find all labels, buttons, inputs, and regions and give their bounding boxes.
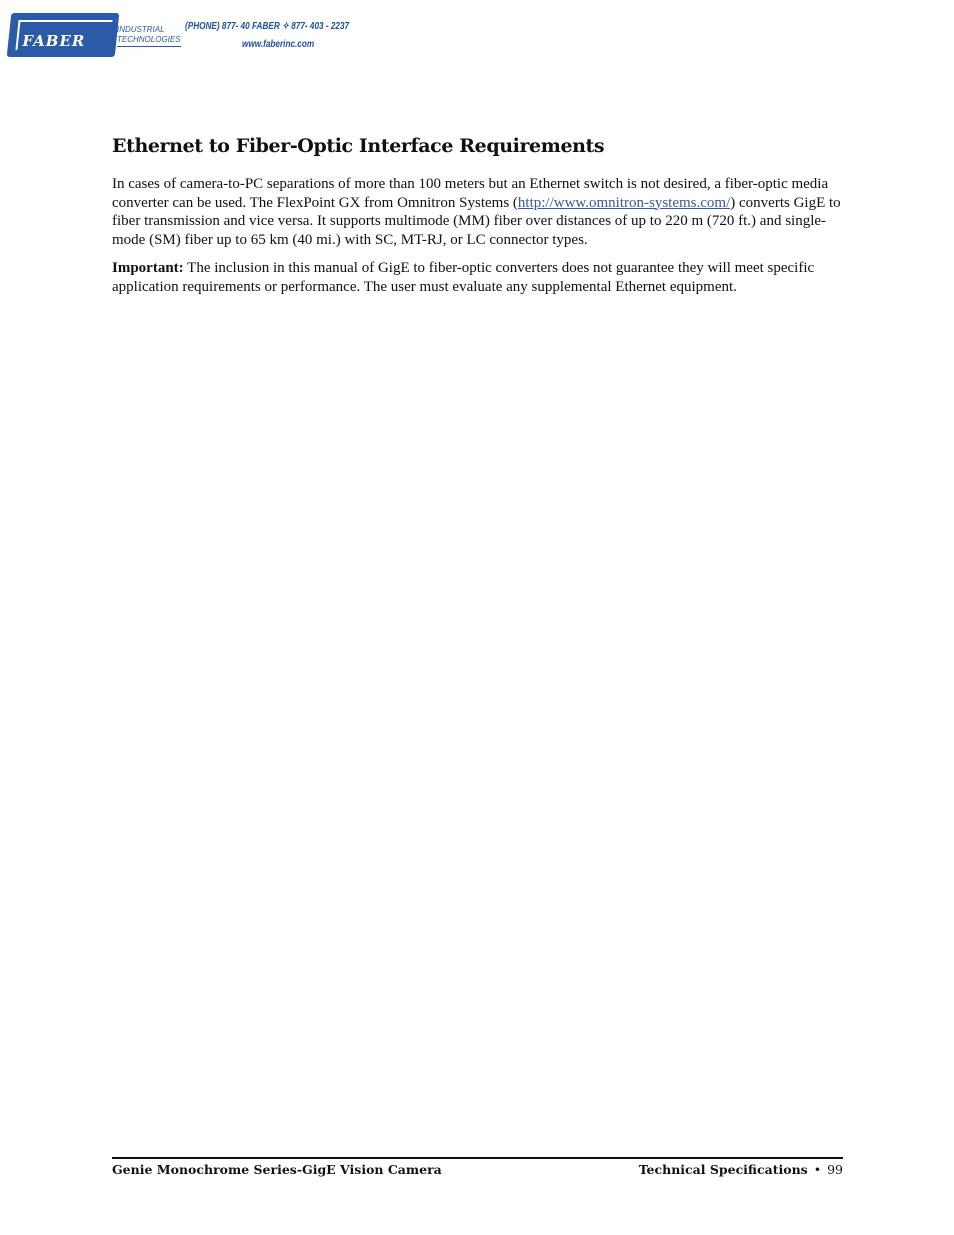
- logo-sub-line1: INDUSTRIAL: [117, 25, 165, 34]
- main-content: [112, 132, 844, 306]
- footer-page-number: 99: [827, 1162, 843, 1177]
- phone-numbers: (PHONE) 877- 40 FABER ✧ 877- 403 - 2237: [185, 21, 350, 32]
- omnitron-link[interactable]: http://www.omnitron-systems.com/: [517, 194, 731, 211]
- website-link[interactable]: www.faberinc.com: [242, 39, 315, 50]
- important-paragraph: [112, 259, 844, 296]
- footer-document-title: Genie Monochrome Series-GigE Vision Camera: [112, 1162, 442, 1177]
- faber-logo: [7, 13, 120, 57]
- page-header: [9, 11, 369, 59]
- footer-bullet: •: [813, 1162, 822, 1177]
- logo-subtitle: [117, 25, 181, 47]
- footer-rule: [112, 1157, 843, 1159]
- para1-text-start: In cases of camera-to-PC separations of more than 100 meters but an Ethernet switch is not desired, a fiber-optic media converter can be used. The FlexPoint GX from Omnitron Systems (: [112, 176, 829, 211]
- important-text: The inclusion in this manual of GigE to fiber-optic converters does not guarantee they will meet specific application requirements or performance. The user must evaluate any supplemental Ethernet equipment.: [112, 260, 815, 295]
- footer-section-name: Technical Specifications: [638, 1162, 808, 1177]
- intro-paragraph: [112, 175, 844, 249]
- logo-sub-line2: TECHNOLOGIES: [117, 35, 181, 44]
- para1-text-end: ) converts GigE to fiber transmission and vice versa. It supports multimode (MM) fiber over distances of up to 220 m (720 ft.) and single-mode (SM) fiber up to 65 km (40 mi.) with SC, MT-RJ, or LC connector types.: [112, 194, 841, 248]
- logo-text: FABER: [22, 32, 86, 50]
- important-label: Important:: [112, 260, 184, 276]
- section-title: Ethernet to Fiber-Optic Interface Requirements: [112, 135, 605, 157]
- footer-page-info: [639, 1162, 843, 1177]
